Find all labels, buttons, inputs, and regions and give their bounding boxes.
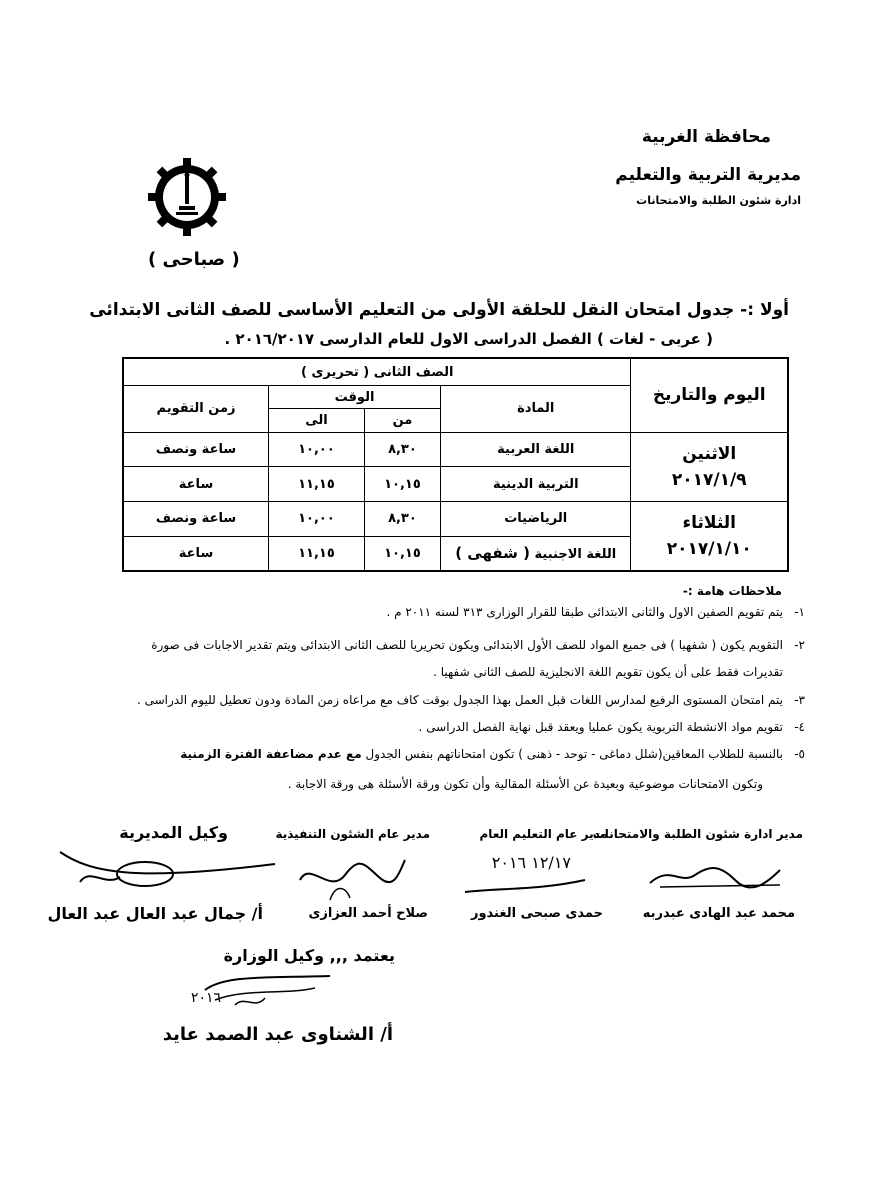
signatory-4-title: وكيل المديرية (119, 823, 228, 842)
day-cell (631, 502, 788, 572)
note-number: ٣- (794, 693, 805, 707)
signatory-3-name: صلاح أحمد العزازى (308, 906, 428, 921)
signature-2-handwritten-date: ١٢/١٧ ٢٠١٦ (491, 853, 571, 872)
note-5-emphasis: مع عدم مضاعفة الفترة الزمنية (180, 747, 362, 761)
signatory-3-title: مدير عام الشئون التنفيذية (275, 827, 430, 841)
directorate-name: مديرية التربية والتعليم (615, 165, 801, 185)
deputy-minister-name: أ/ الشناوى عبد الصمد عايد (162, 1024, 393, 1045)
signatory-2-name: حمدى صبحى الغندور (470, 906, 603, 921)
note-number: ١- (794, 605, 805, 619)
day-cell (631, 432, 788, 501)
schedule-subtitle: ( عربى - لغات ) الفصل الدراسى الاول للعام الدارسى ٢٠١٦/٢٠١٧ . (224, 330, 713, 348)
signature-2-scribble-icon (460, 870, 590, 900)
time-from-cell: ٨,٣٠ (364, 432, 440, 467)
header-from: من (364, 409, 440, 432)
approval-scribble-icon (145, 970, 340, 1015)
time-to-cell: ١٠,٠٠ (269, 502, 365, 537)
time-to-cell: ١٠,٠٠ (269, 432, 365, 467)
note-number: ٤- (794, 720, 805, 734)
signatory-2-title: مدير عام التعليم العام (479, 827, 608, 841)
header-to: الى (269, 409, 365, 432)
note-5-text: بالنسبة للطلاب المعاقين(شلل دماغى - توحد - ذهنى ) تكون امتحاناتهم بنفس الجدول (365, 747, 783, 761)
time-to-cell: ١١,١٥ (269, 467, 365, 502)
note-2-line2: تقديرات فقط على أن يكون تقويم اللغة الانجليزية للصف الثانى شفهيا . (433, 665, 783, 679)
note-5 (180, 747, 783, 761)
header-grade: الصف الثانى ( تحريرى ) (123, 358, 631, 386)
signature-4-scribble-icon (50, 842, 280, 897)
schedule-title: أولا :- جدول امتحان النقل للحلقة الأولى من التعليم الأساسى للصف الثانى الابتدائى (89, 300, 789, 320)
day-date: ٢٠١٧/١/٩ (671, 469, 747, 490)
approval-label: يعتمد ,,, وكيل الوزارة (223, 946, 395, 965)
department-name: ادارة شئون الطلبة والامتحانات (636, 194, 801, 207)
note-1: يتم تقويم الصفين الاول والثانى الابتدائى طبقا للقرار الوزارى ٣١٣ لسنه ٢٠١١ م . (386, 605, 783, 619)
day-date: ٢٠١٧/١/١٠ (666, 539, 752, 559)
shift-label: ( صباحى ) (148, 249, 240, 270)
note-2-line1: التقويم يكون ( شفهيا ) فى جميع المواد للصف الأول الابتدائى ويكون تحريريا للصف الثانى الابتدائى ويتم تقدير الاجابات فى صورة (151, 638, 783, 652)
note-number: ٥- (794, 747, 805, 761)
duration-cell: ساعة ونصف (123, 502, 269, 537)
signatory-4-name: أ/ جمال عبد العال عبد العال (47, 904, 263, 923)
header-time: الوقت (269, 386, 441, 409)
day-name: الاثنين (682, 443, 737, 464)
approval-handwritten-date: ٢٠١٦ (190, 990, 221, 1006)
note-3: يتم امتحان المستوى الرفيع لمدارس اللغات قبل العمل بهذا الجدول بوقت كاف مع مراعاه زمن المادة ودون تعطيل لليوم الدراسى . (136, 693, 783, 707)
time-from-cell: ٨,٣٠ (364, 502, 440, 537)
signature-1-scribble-icon (640, 855, 790, 895)
note-6: وتكون الامتحانات موضوعية وبعيدة عن الأسئلة المقالية وأن تكون ورقة الأسئلة هى ورقة الاجابة . (287, 777, 763, 791)
gear-logo-icon (146, 156, 228, 238)
header-duration: زمن التقويم (123, 386, 269, 432)
subject-cell: اللغة العربية (441, 432, 631, 467)
duration-cell: ساعة ونصف (123, 432, 269, 467)
duration-cell: ساعة (123, 467, 269, 502)
subject-cell: التربية الدينية (441, 467, 631, 502)
signatory-1-name: محمد عبد الهادى عبدربه (642, 906, 795, 921)
day-name: الثلاثاء (682, 513, 736, 533)
time-from-cell: ١٠,١٥ (364, 467, 440, 502)
header-subject: المادة (441, 386, 631, 432)
subject-main: اللغة الاجنبية (530, 547, 617, 563)
notes-heading: ملاحظات هامة :- (682, 584, 782, 598)
time-from-cell: ١٠,١٥ (364, 536, 440, 571)
time-to-cell: ١١,١٥ (269, 536, 365, 571)
signature-3-scribble-icon (290, 850, 410, 905)
subject-cell: الرياضيات (441, 502, 631, 537)
header-day-date: اليوم والتاريخ (631, 358, 788, 432)
note-number: ٢- (794, 638, 805, 652)
subject-tag: ( شفهى ) (455, 544, 531, 563)
note-4: تقويم مواد الانشطة التربوية يكون عمليا ويعقد قبل نهاية الفصل الدراسى . (418, 720, 783, 734)
duration-cell: ساعة (123, 536, 269, 571)
exam-schedule-table (122, 357, 789, 572)
governorate-name: محافظة الغربية (641, 127, 771, 147)
subject-cell (441, 536, 631, 571)
signatory-1-title: مدير ادارة شئون الطلبة والامتحانات (592, 827, 803, 841)
